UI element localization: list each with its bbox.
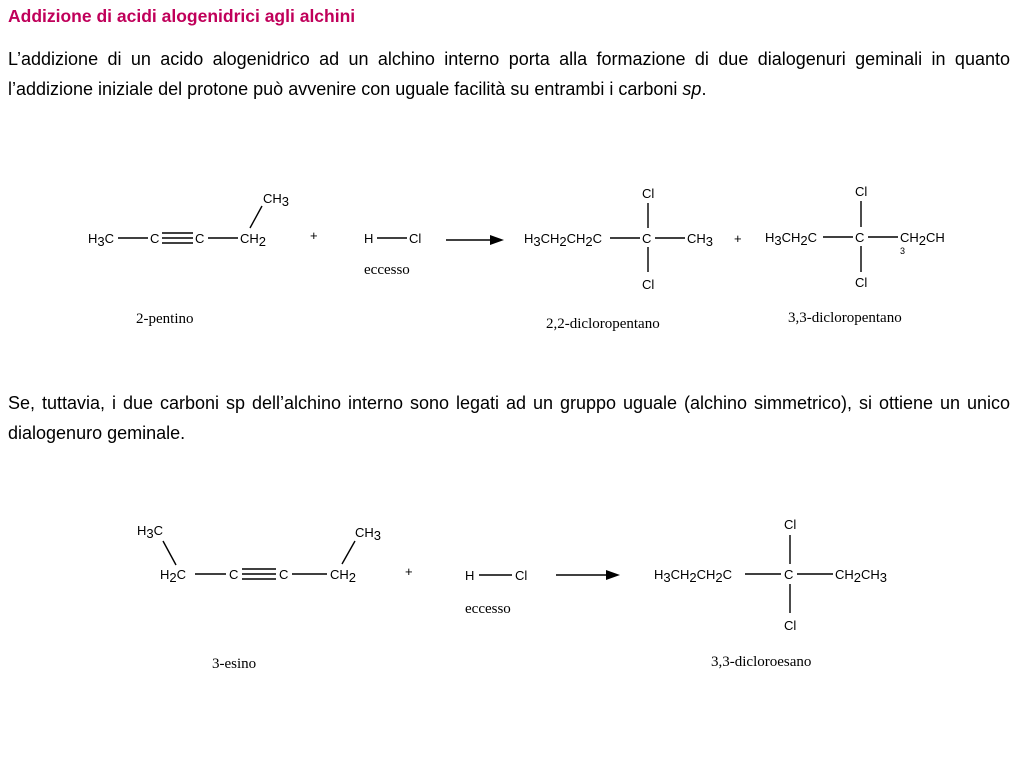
svg-text:CH2: CH2: [240, 231, 267, 249]
intro-paragraph-italic: sp: [682, 79, 702, 99]
svg-text:H3C: H3C: [137, 523, 164, 541]
svg-text:C: C: [150, 231, 160, 246]
symmetric-alkyne-paragraph: Se, tuttavia, i due carboni sp dell’alchino interno sono legati ad un gruppo uguale (alchino simmetrico), si ottiene un unico dialogenuro geminale.: [8, 393, 1010, 443]
reaction-1-arrow: [446, 235, 504, 245]
reaction-2-plus: +: [405, 564, 413, 579]
product-3-name: 3,3-dicloroesano: [711, 654, 812, 670]
product-2-name: 3,3-dicloropentano: [788, 310, 902, 326]
reactant-2-name: 3-esino: [212, 656, 257, 672]
svg-text:CH2: CH2: [330, 567, 357, 585]
reaction-2-excess-label: eccesso: [465, 601, 511, 617]
reaction-1-excess-label: eccesso: [364, 262, 410, 278]
svg-text:H2C: H2C: [160, 567, 187, 585]
dichloropentane-33-structure: [765, 184, 945, 290]
svg-text:C: C: [642, 231, 652, 246]
svg-text:Cl: Cl: [855, 275, 868, 290]
intro-paragraph: [8, 44, 1010, 104]
svg-text:H: H: [364, 231, 374, 246]
svg-text:H3CH2CH2C: H3CH2CH2C: [524, 231, 603, 249]
svg-text:H: H: [465, 568, 475, 583]
svg-text:CH3: CH3: [355, 525, 382, 543]
svg-text:C: C: [784, 567, 794, 582]
reaction-1-plus: +: [310, 228, 318, 243]
svg-text:CH3: CH3: [687, 231, 714, 249]
intro-paragraph-end: .: [701, 79, 707, 99]
reactant-1-name: 2-pentino: [136, 311, 194, 327]
svg-text:C: C: [279, 567, 289, 582]
reaction-1-diagram: [0, 170, 1024, 340]
pentyne-structure: [88, 191, 289, 249]
dichlorohexane-33-structure: [654, 517, 887, 633]
reaction-2-diagram: [0, 505, 1024, 685]
dichloropentane-22-structure: [524, 186, 713, 292]
svg-text:Cl: Cl: [515, 568, 528, 583]
svg-text:Cl: Cl: [642, 186, 655, 201]
svg-text:H3CH2CH2C: H3CH2CH2C: [654, 567, 733, 585]
svg-text:Cl: Cl: [784, 517, 797, 532]
reaction-1-product-plus: +: [734, 231, 742, 246]
svg-text:Cl: Cl: [855, 184, 868, 199]
svg-text:CH3: CH3: [263, 191, 290, 209]
product-1-name: 2,2-dicloropentano: [546, 316, 660, 332]
svg-text:CH2CH3: CH2CH3: [835, 567, 888, 585]
svg-text:C: C: [195, 231, 205, 246]
intro-paragraph-text: L’addizione di un acido alogenidrico ad un alchino interno porta alla formazione di due dialogenuri geminali in quanto l’addizione iniziale del protone può avvenire con uguale facilità su entrambi i carboni: [8, 49, 1010, 99]
svg-text:3: 3: [900, 246, 906, 256]
svg-text:C: C: [855, 230, 865, 245]
svg-text:Cl: Cl: [642, 277, 655, 292]
svg-text:H3C: H3C: [88, 231, 115, 249]
svg-text:Cl: Cl: [409, 231, 422, 246]
svg-text:C: C: [229, 567, 239, 582]
reaction-2-arrow: [556, 570, 620, 580]
hexyne-structure: [137, 523, 381, 585]
svg-text:H3CH2C: H3CH2C: [765, 230, 818, 248]
page-title: Addizione di acidi alogenidrici agli alchini: [8, 6, 356, 26]
hcl-reagent-2: [465, 568, 527, 583]
hcl-reagent: [364, 231, 421, 246]
svg-text:CH2CH: CH2CH: [900, 230, 945, 248]
svg-text:Cl: Cl: [784, 618, 797, 633]
